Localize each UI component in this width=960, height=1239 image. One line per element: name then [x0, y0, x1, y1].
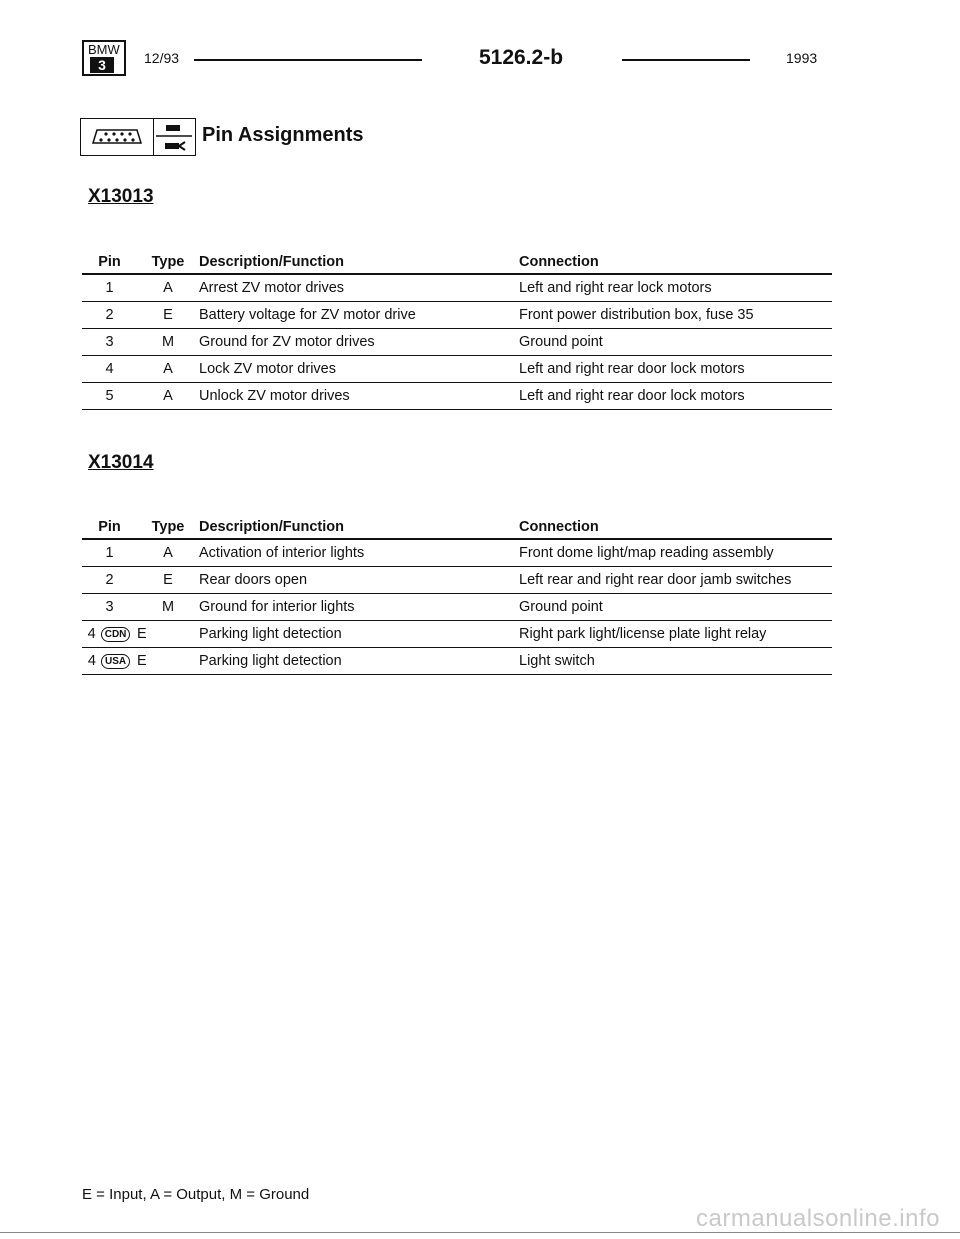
column-header-type: Type: [137, 251, 199, 274]
pin-table-x13013: [82, 251, 832, 410]
table-row: [82, 383, 832, 410]
connection-cell: Ground point: [519, 329, 832, 356]
description-cell: Rear doors open: [199, 567, 519, 594]
description-cell: Unlock ZV motor drives: [199, 383, 519, 410]
pin-table-x13014: [82, 516, 832, 675]
document-code: 5126.2-b: [478, 46, 564, 69]
type-cell: E: [137, 302, 199, 329]
table-row: [82, 329, 832, 356]
pin-cell: 5: [82, 383, 137, 410]
pin-number: 4: [87, 653, 96, 669]
watermark: carmanualsonline.info: [696, 1205, 940, 1232]
pin-cell: 1: [82, 274, 137, 302]
header-rule-right: [622, 59, 750, 61]
pin-cell: [82, 648, 137, 675]
connection-cell: Light switch: [519, 648, 832, 675]
connection-cell: Right park light/license plate light relay: [519, 621, 832, 648]
description-cell: Arrest ZV motor drives: [199, 274, 519, 302]
column-header-type: Type: [137, 516, 199, 539]
connector-id-x13014: X13014: [88, 452, 154, 473]
series-label: 3: [90, 57, 114, 73]
connection-cell: Left rear and right rear door jamb switches: [519, 567, 832, 594]
connection-cell: Front dome light/map reading assembly: [519, 539, 832, 567]
description-cell: Lock ZV motor drives: [199, 356, 519, 383]
connection-cell: Left and right rear door lock motors: [519, 356, 832, 383]
type-cell: M: [137, 594, 199, 621]
table-row: [82, 594, 832, 621]
description-cell: Ground for interior lights: [199, 594, 519, 621]
region-badge-usa: USA: [101, 654, 130, 669]
table-row: [82, 356, 832, 383]
description-cell: Parking light detection: [199, 648, 519, 675]
type-cell: E: [137, 621, 199, 648]
connection-cell: Front power distribution box, fuse 35: [519, 302, 832, 329]
bmw-series-logo: [82, 40, 126, 76]
pin-number: 4: [87, 626, 96, 642]
description-cell: Parking light detection: [199, 621, 519, 648]
table-row: [82, 621, 832, 648]
pin-cell: 2: [82, 302, 137, 329]
column-header-pin: Pin: [82, 516, 137, 539]
header-date: 12/93: [144, 50, 180, 66]
header-year: 1993: [786, 50, 818, 66]
type-cell: A: [137, 356, 199, 383]
table-row: [82, 274, 832, 302]
table-row: [82, 539, 832, 567]
type-cell: A: [137, 383, 199, 410]
column-header-description: Description/Function: [199, 251, 519, 274]
table-header-row: [82, 251, 832, 274]
type-cell: A: [137, 539, 199, 567]
connection-cell: Ground point: [519, 594, 832, 621]
brand-label: BMW: [88, 42, 120, 57]
description-cell: Ground for ZV motor drives: [199, 329, 519, 356]
connection-cell: Left and right rear door lock motors: [519, 383, 832, 410]
pin-cell: [82, 621, 137, 648]
connector-id-x13013: X13013: [88, 186, 154, 207]
pin-cell: 1: [82, 539, 137, 567]
region-badge-cdn: CDN: [101, 627, 131, 642]
table-row: [82, 302, 832, 329]
connection-cell: Left and right rear lock motors: [519, 274, 832, 302]
type-cell: A: [137, 274, 199, 302]
table-row: [82, 567, 832, 594]
header-rule-left: [194, 59, 422, 61]
legend-footnote: E = Input, A = Output, M = Ground: [82, 1186, 310, 1203]
connector-icon: [80, 118, 154, 156]
type-cell: E: [137, 648, 199, 675]
column-header-connection: Connection: [519, 516, 832, 539]
page-header: [82, 40, 822, 80]
column-header-pin: Pin: [82, 251, 137, 274]
column-header-connection: Connection: [519, 251, 832, 274]
pin-cell: 3: [82, 594, 137, 621]
type-cell: E: [137, 567, 199, 594]
pin-cell: 4: [82, 356, 137, 383]
page-title: Pin Assignments: [202, 124, 364, 146]
table-header-row: [82, 516, 832, 539]
pin-cell: 3: [82, 329, 137, 356]
type-cell: M: [137, 329, 199, 356]
description-cell: Activation of interior lights: [199, 539, 519, 567]
description-cell: Battery voltage for ZV motor drive: [199, 302, 519, 329]
column-header-description: Description/Function: [199, 516, 519, 539]
pin-cell: 2: [82, 567, 137, 594]
pin-plug-icon: [154, 118, 196, 156]
table-row: [82, 648, 832, 675]
